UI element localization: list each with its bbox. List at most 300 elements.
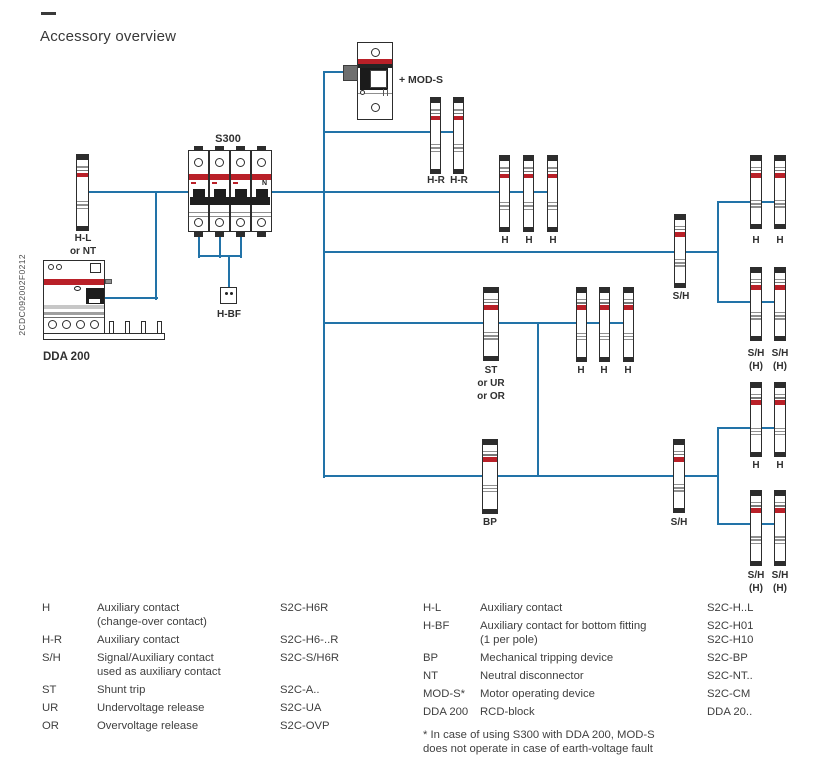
legend-part-number: S2C-BP — [707, 652, 748, 664]
stripe — [775, 428, 785, 429]
device-label: H — [501, 235, 509, 246]
stripe — [674, 454, 684, 455]
stripe — [624, 288, 633, 293]
contact-dot — [225, 292, 228, 295]
device-label: H — [600, 365, 608, 376]
stripe — [674, 490, 684, 491]
legend-part-number: S2C-UA — [280, 702, 322, 714]
device-label: (H) — [749, 361, 763, 372]
stripe — [775, 536, 785, 537]
stripe — [431, 144, 440, 145]
stripe — [77, 226, 88, 231]
device-label: S/H — [771, 348, 789, 359]
stripe — [454, 98, 463, 103]
stripe — [483, 454, 497, 455]
stripe — [775, 206, 785, 207]
stripe — [483, 488, 497, 489]
stripe — [524, 202, 533, 203]
device-label: H — [624, 365, 632, 376]
legend-part-number: S2C-NT.. — [707, 670, 753, 682]
stripe — [751, 452, 761, 457]
stripe — [483, 491, 497, 492]
legend-description: Overvoltage release — [97, 720, 199, 732]
stripe — [751, 224, 761, 229]
red-stripe — [484, 305, 498, 310]
connection-line — [323, 251, 719, 253]
device-h-mid-3 — [623, 287, 634, 362]
legend-part-number: S2C-H01 S2C-H10 — [707, 620, 754, 646]
red-stripe — [548, 174, 557, 179]
stripe — [775, 318, 785, 319]
legend-term: H-BF — [423, 620, 450, 632]
legend-row — [423, 619, 803, 647]
stripe — [548, 167, 557, 168]
connection-line — [198, 255, 242, 257]
legend-description: Shunt trip — [97, 684, 146, 696]
stripe — [524, 205, 533, 206]
stripe — [483, 440, 497, 445]
legend-description: Auxiliary contact for bottom fitting (1 per pole) — [480, 620, 647, 646]
stripe — [600, 302, 609, 303]
stripe — [500, 227, 509, 232]
legend-part-number: S2C-CM — [707, 688, 751, 700]
stripe — [775, 224, 785, 229]
stripe — [775, 167, 785, 168]
s300-bottom-tab — [194, 232, 203, 237]
indicator-ring — [236, 218, 245, 227]
legend-table-right — [423, 601, 803, 756]
stripe — [751, 318, 761, 319]
stripe — [775, 394, 785, 395]
stripe — [524, 227, 533, 232]
s300-module — [209, 150, 230, 232]
red-stripe — [454, 116, 463, 121]
stripe — [775, 279, 785, 280]
legend-term: S/H — [42, 652, 61, 664]
legend-row — [423, 601, 803, 615]
stripe — [751, 156, 761, 161]
indicator-ring — [90, 320, 99, 329]
legend-part-number: S2C-H6-..R — [280, 634, 339, 646]
red-stripe — [210, 174, 229, 180]
indicator-ring — [371, 103, 380, 112]
stripe — [600, 336, 609, 337]
device-label: S/H — [670, 517, 688, 528]
stripe — [751, 428, 761, 429]
stripe — [674, 451, 684, 452]
legend-part-number: S2C-H6R — [280, 602, 329, 614]
stripe — [231, 216, 250, 217]
stripe — [252, 216, 271, 217]
red-stripe — [674, 457, 684, 462]
device-shh-lower-2 — [774, 490, 786, 566]
stripe — [454, 144, 463, 145]
stripe — [454, 113, 463, 114]
red-stripe — [775, 508, 785, 513]
legend-term: H-L — [423, 602, 442, 614]
stripe — [675, 215, 685, 220]
device-h-r-2 — [453, 97, 464, 174]
device-label: (H) — [773, 583, 787, 594]
motor-window — [370, 70, 387, 88]
stripe — [624, 339, 633, 340]
stripe — [577, 333, 586, 334]
stripe — [500, 202, 509, 203]
red-stripe — [431, 116, 440, 121]
stripe — [751, 539, 761, 540]
stripe — [675, 229, 685, 230]
red-stripe — [500, 174, 509, 179]
stripe — [500, 167, 509, 168]
stripe — [775, 315, 785, 316]
device-h-top-3 — [547, 155, 558, 232]
stripe — [775, 561, 785, 566]
stripe — [751, 394, 761, 395]
device-label: H-R — [427, 175, 445, 186]
red-stripe — [231, 174, 250, 180]
stripe — [751, 206, 761, 207]
device-shh-upper-1 — [750, 267, 762, 341]
stripe — [77, 166, 88, 167]
stripe — [751, 434, 761, 435]
stripe — [775, 268, 785, 273]
stripe — [751, 543, 761, 544]
stripe — [775, 336, 785, 341]
stripe — [751, 505, 761, 506]
legend-row — [423, 687, 803, 701]
stripe — [210, 216, 229, 217]
legend-description: Auxiliary contact — [480, 602, 563, 614]
legend-term: MOD-S* — [423, 688, 466, 700]
stripe — [577, 339, 586, 340]
stripe — [775, 203, 785, 204]
stripe — [577, 299, 586, 300]
indicator-ring — [236, 158, 245, 167]
rating-mark — [233, 182, 238, 184]
stripe — [751, 397, 761, 398]
stripe — [751, 561, 761, 566]
dda-busbar-plate — [43, 333, 165, 340]
device-label: (H) — [773, 361, 787, 372]
indicator-ring — [194, 218, 203, 227]
legend-term: BP — [423, 652, 439, 664]
red-stripe — [189, 174, 208, 180]
device-label: H-R — [450, 175, 468, 186]
device-label: H — [525, 235, 533, 246]
legend-term: UR — [42, 702, 59, 714]
stripe — [751, 268, 761, 273]
stripe — [624, 336, 633, 337]
red-stripe — [751, 285, 761, 290]
stripe — [189, 216, 208, 217]
device-label: S/H — [771, 570, 789, 581]
s300-bottom-tab — [236, 232, 245, 237]
device-label: H-BF — [217, 309, 241, 320]
stripe — [500, 205, 509, 206]
stripe — [577, 302, 586, 303]
stripe — [775, 282, 785, 283]
side-code-wrap — [14, 248, 30, 342]
stripe — [775, 502, 785, 503]
device-label: or UR — [477, 378, 505, 389]
connection-line — [155, 191, 157, 300]
stripe — [483, 451, 497, 452]
stripe — [600, 357, 609, 362]
red-stripe — [483, 457, 497, 462]
stripe — [751, 200, 761, 201]
stripe — [775, 452, 785, 457]
stripe — [454, 109, 463, 110]
stripe — [600, 288, 609, 293]
device-label: ST — [484, 365, 498, 376]
legend-row — [423, 705, 803, 719]
stripe — [624, 333, 633, 334]
stripe — [624, 302, 633, 303]
device-h-mid-1 — [576, 287, 587, 362]
red-stripe — [524, 174, 533, 179]
indicator-ring — [215, 218, 224, 227]
stripe — [77, 155, 88, 160]
contact-dot — [230, 292, 233, 295]
panel-square — [90, 263, 101, 273]
s300-module — [188, 150, 209, 232]
device-h-l — [76, 154, 89, 231]
legend-part-number: S2C-OVP — [280, 720, 330, 732]
stripe — [524, 167, 533, 168]
red-stripe — [624, 305, 633, 310]
red-stripe — [751, 173, 761, 178]
indicator-ring — [215, 158, 224, 167]
legend-table-left — [42, 601, 402, 737]
device-label: + MOD-S — [399, 74, 444, 86]
stripe — [484, 299, 498, 300]
test-button — [74, 286, 81, 291]
stripe — [548, 205, 557, 206]
device-h-r-1 — [430, 97, 441, 174]
device-sh-lower — [673, 439, 685, 513]
stripe — [577, 357, 586, 362]
stripe — [44, 305, 104, 309]
stripe — [484, 332, 498, 333]
legend-description: Motor operating device — [480, 688, 595, 700]
s300-module — [251, 150, 272, 232]
stripe — [77, 208, 88, 209]
indicator-ring — [48, 320, 57, 329]
legend-description: Signal/Auxiliary contact used as auxiliary contact — [97, 652, 221, 678]
s300-module — [230, 150, 251, 232]
stripe — [431, 113, 440, 114]
red-stripe — [751, 400, 761, 405]
stripe — [751, 536, 761, 537]
legend-term: ST — [42, 684, 57, 696]
red-stripe — [44, 279, 104, 285]
device-h-right-bot-2 — [774, 382, 786, 457]
device-sh-upper — [674, 214, 686, 288]
stripe — [624, 357, 633, 362]
stripe — [751, 502, 761, 503]
legend-term: H — [42, 602, 51, 614]
indicator-ring — [371, 48, 380, 57]
stripe — [484, 335, 498, 336]
device-h-mid-2 — [599, 287, 610, 362]
s300-handle-bar — [190, 197, 270, 205]
stripe — [775, 312, 785, 313]
indicator-ring — [257, 218, 266, 227]
stripe — [775, 200, 785, 201]
stripe — [751, 336, 761, 341]
stripe — [775, 539, 785, 540]
coupler-notch — [89, 299, 100, 303]
red-stripe — [775, 285, 785, 290]
legend-term: DDA 200 — [423, 706, 469, 718]
device-bp — [482, 439, 498, 514]
legend-term: NT — [423, 670, 439, 682]
tick-marks — [383, 89, 388, 96]
device-mod-s — [357, 42, 393, 120]
device-label: (H) — [749, 583, 763, 594]
stripe — [775, 170, 785, 171]
stripe — [548, 171, 557, 172]
stripe — [675, 226, 685, 227]
legend-term: H-R — [42, 634, 63, 646]
device-label: or NT — [69, 246, 97, 257]
legend-row — [42, 683, 402, 697]
device-shh-upper-2 — [774, 267, 786, 341]
legend-row — [42, 601, 402, 629]
legend-description: Mechanical tripping device — [480, 652, 614, 664]
stripe — [675, 259, 685, 260]
device-label: H — [577, 365, 585, 376]
device-h-top-2 — [523, 155, 534, 232]
red-stripe — [775, 400, 785, 405]
stripe — [674, 508, 684, 513]
stripe — [548, 227, 557, 232]
connection-line — [537, 322, 539, 477]
stripe — [775, 383, 785, 388]
device-label: S/H — [672, 291, 690, 302]
stripe — [454, 169, 463, 174]
stripe — [675, 283, 685, 288]
stripe — [675, 262, 685, 263]
device-label: H — [752, 235, 760, 246]
stripe — [454, 147, 463, 148]
device-h-top-1 — [499, 155, 510, 232]
legend-description: Auxiliary contact — [97, 634, 180, 646]
stripe — [252, 212, 271, 213]
stripe — [775, 397, 785, 398]
stripe — [431, 98, 440, 103]
stripe — [600, 333, 609, 334]
legend-part-number: S2C-A.. — [280, 684, 320, 696]
stripe — [484, 338, 498, 339]
stripe — [524, 209, 533, 210]
stripe — [431, 151, 440, 152]
indicator-ring — [257, 158, 266, 167]
legend-term: OR — [42, 720, 59, 732]
device-shh-lower-1 — [750, 490, 762, 566]
stripe — [484, 302, 498, 303]
stripe — [751, 282, 761, 283]
stripe — [524, 171, 533, 172]
legend-row — [42, 651, 402, 679]
connection-line — [717, 427, 719, 525]
connection-line — [323, 475, 719, 477]
stripe — [431, 147, 440, 148]
stripe — [751, 170, 761, 171]
legend-part-number: DDA 20.. — [707, 706, 753, 718]
stripe — [500, 209, 509, 210]
stripe — [751, 315, 761, 316]
stripe — [44, 317, 104, 318]
stripe — [210, 212, 229, 213]
device-label: S/H — [747, 570, 765, 581]
device-label: H-L — [74, 233, 92, 244]
legend-row — [423, 669, 803, 683]
indicator-ring — [56, 264, 62, 270]
stripe — [484, 356, 498, 361]
neutral-label: N — [262, 180, 268, 187]
indicator-ring — [360, 90, 365, 95]
device-label: S300 — [215, 133, 241, 145]
stripe — [675, 265, 685, 266]
stripe — [548, 202, 557, 203]
document-code-vertical: 2CDC092002F0212 — [17, 254, 27, 336]
stripe — [751, 279, 761, 280]
stripe — [751, 167, 761, 168]
red-stripe — [675, 232, 685, 237]
stripe — [548, 209, 557, 210]
stripe — [431, 169, 440, 174]
stripe — [548, 156, 557, 161]
legend-part-number: S2C-S/H6R — [280, 652, 340, 664]
stripe — [77, 170, 88, 171]
dda-side-pin — [105, 279, 112, 284]
legend-row — [42, 719, 402, 733]
stripe — [751, 491, 761, 496]
device-h-right-top-2 — [774, 155, 786, 229]
device-label: or OR — [477, 391, 505, 402]
stripe — [577, 336, 586, 337]
legend-row — [423, 651, 803, 665]
stripe — [624, 299, 633, 300]
device-label: S/H — [747, 348, 765, 359]
stripe — [500, 156, 509, 161]
device-st — [483, 287, 499, 361]
stripe — [775, 491, 785, 496]
stripe — [431, 109, 440, 110]
indicator-ring — [62, 320, 71, 329]
stripe — [674, 440, 684, 445]
device-label: H — [549, 235, 557, 246]
indicator-ring — [194, 158, 203, 167]
device-h-right-top-1 — [750, 155, 762, 229]
stripe — [775, 431, 785, 432]
rating-mark — [212, 182, 217, 184]
stripe — [600, 299, 609, 300]
stripe — [751, 431, 761, 432]
device-label: DDA 200 — [43, 351, 90, 363]
red-stripe — [77, 173, 88, 178]
mod-s-connector — [343, 65, 358, 81]
stripe — [751, 312, 761, 313]
stripe — [775, 505, 785, 506]
connection-line — [717, 201, 719, 303]
legend-description: Undervoltage release — [97, 702, 205, 714]
stripe — [674, 484, 684, 485]
device-label: H — [776, 235, 784, 246]
red-stripe — [775, 173, 785, 178]
device-dda-200 — [43, 260, 105, 334]
